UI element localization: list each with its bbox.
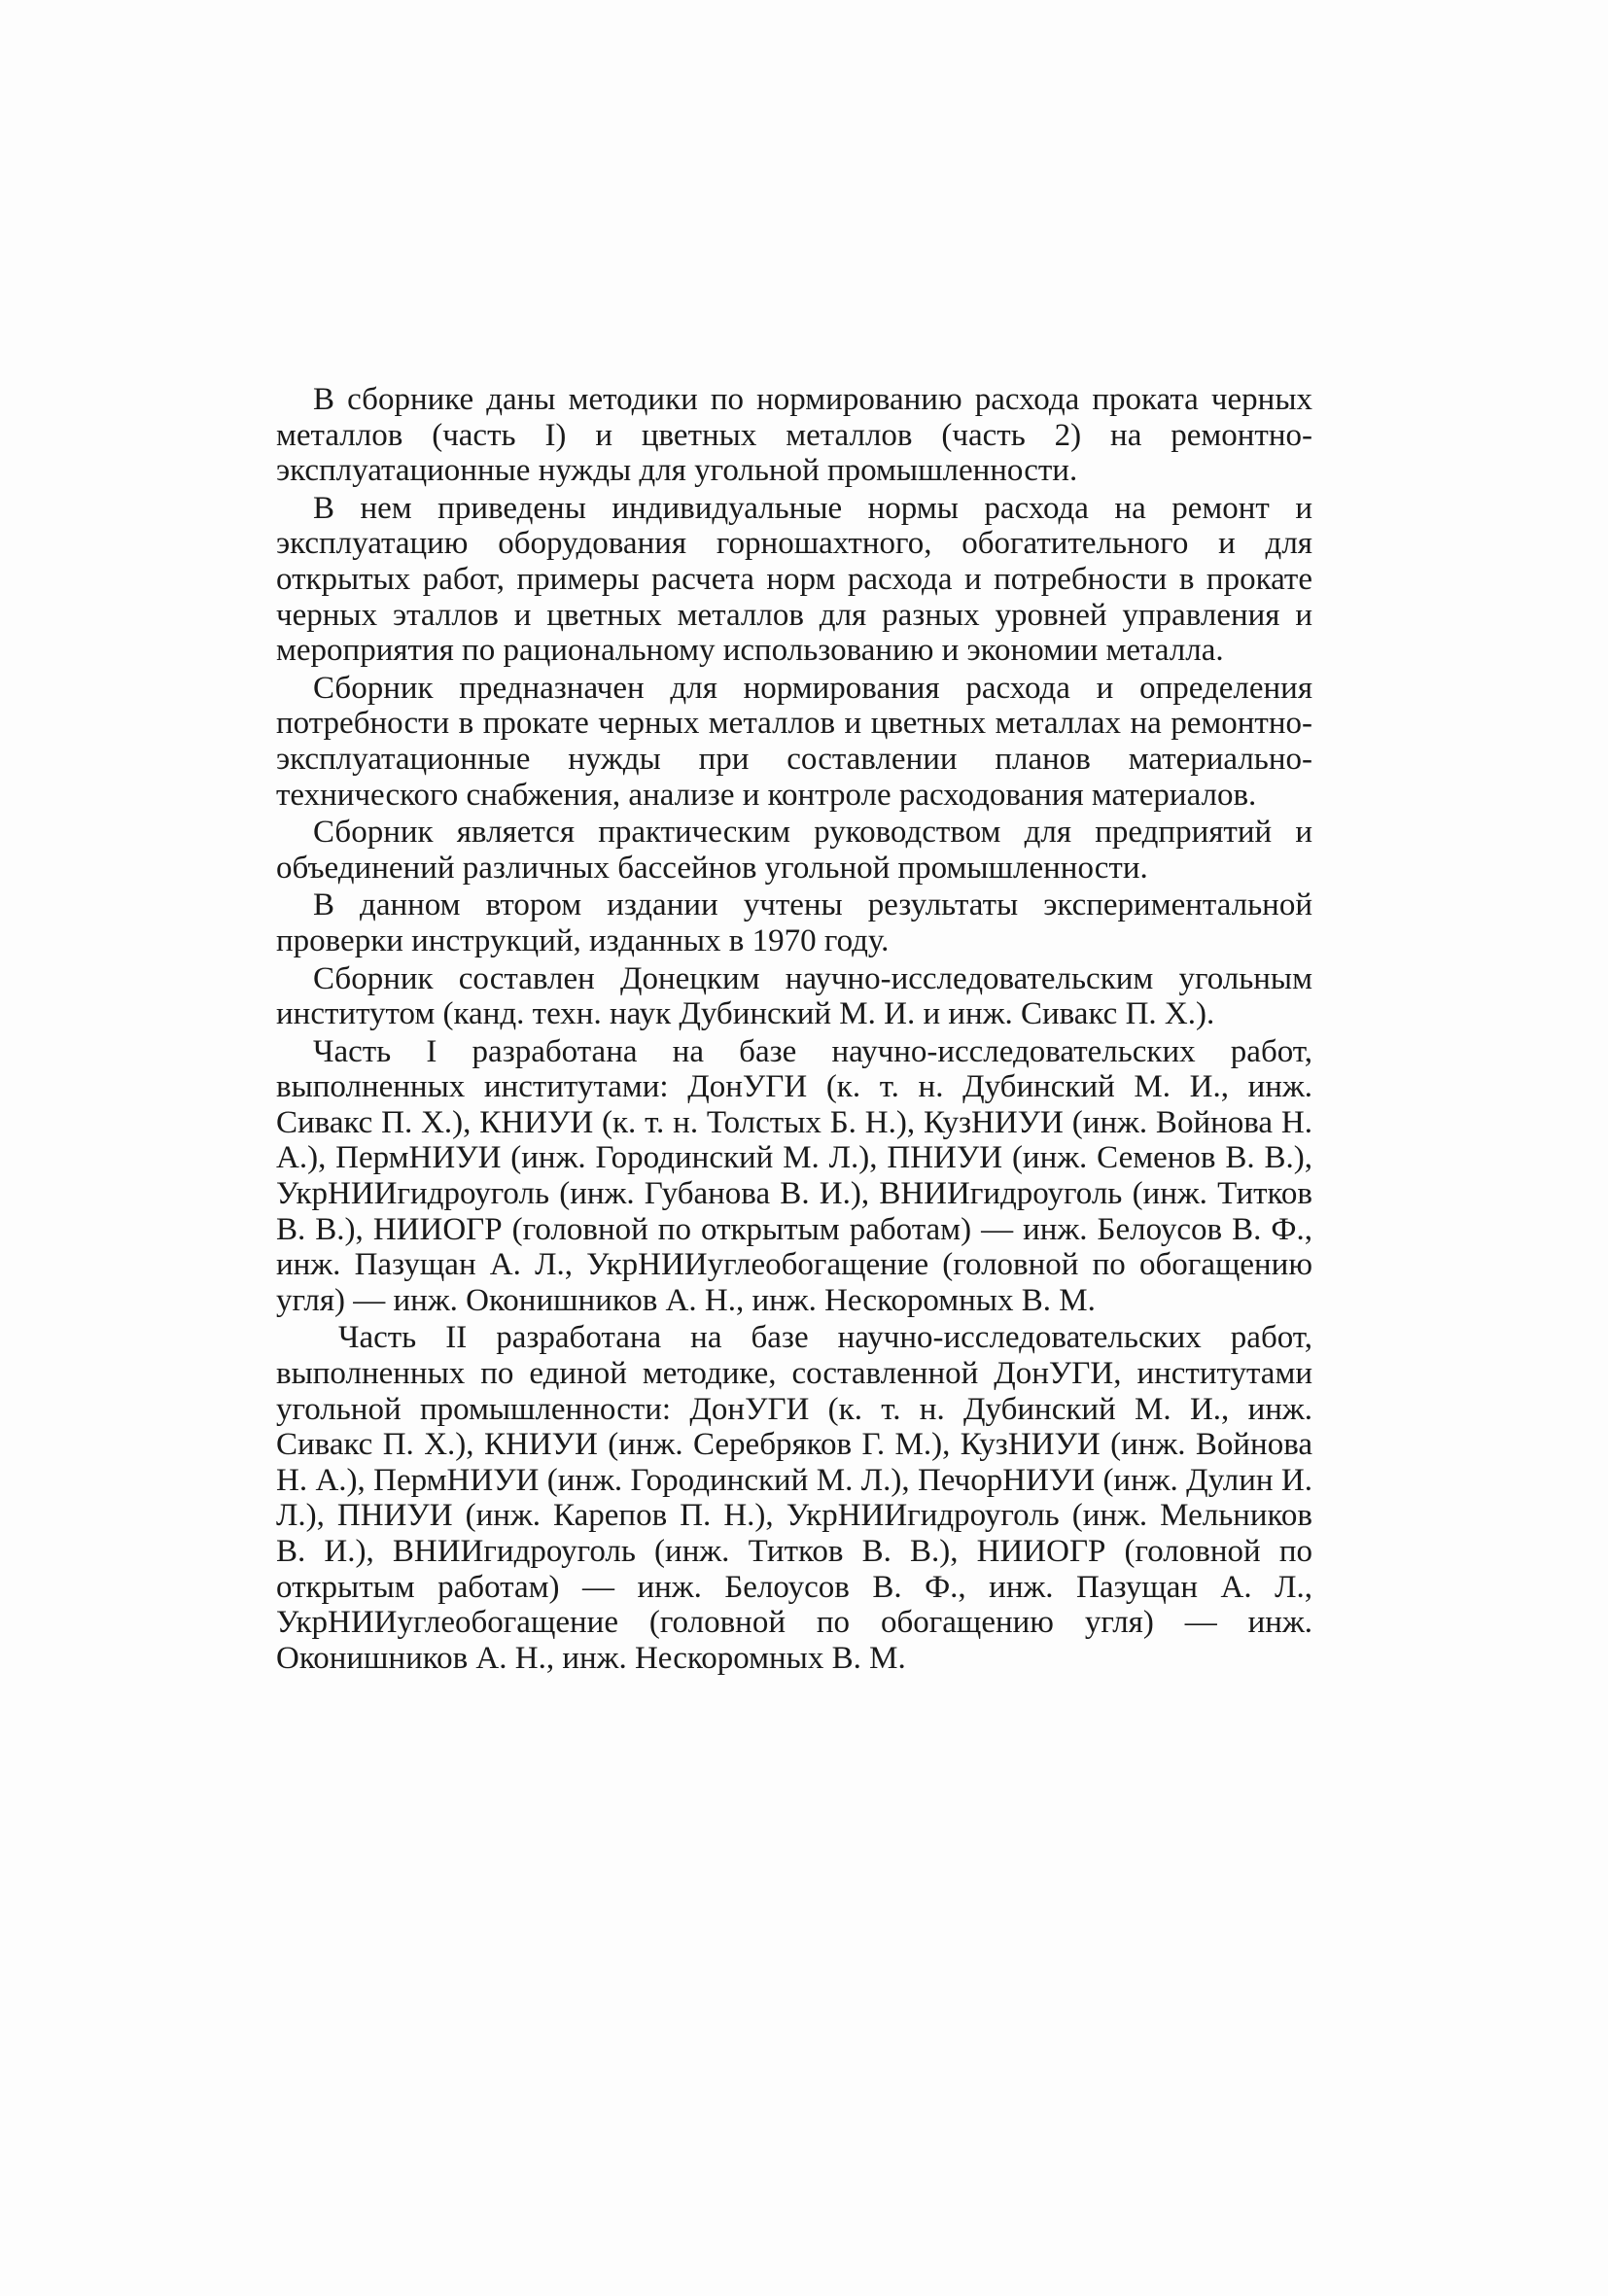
paragraph-audience: Сборник является практическим руководством для предприятий и объединений различных бассейнов угольной промышленности. — [276, 815, 1312, 886]
paragraph-contents: В нем приведены индивидуальные нормы расхода на ремонт и эксплуатацию оборудования горношахтного, обогатительного и для открытых работ, примеры расчета норм расхода и потребности в прокате черных эталлов и цветных металлов для разных уровней управления и мероприятия по рациональному использованию и экономии металла. — [276, 490, 1312, 669]
paragraph-part-two-authors: Часть II разработана на базе научно-исследовательских работ, выполненных по единой методике, составленной ДонУГИ, институтами угольной промышленности: ДонУГИ (к. т. н. Дубинский М. И., инж. Сивакс П. Х.), КНИУИ (инж. Серебряков Г. М.), КузНИУИ (инж. Войнова Н. А.), ПермНИУИ (инж. Городинский М. Л.), ПечорНИУИ (инж. Дулин И. Л.), ПНИУИ (инж. Карепов П. Н.), УкрНИИгидроуголь (инж. Мельников В. И.), ВНИИгидроуголь (инж. Титков В. В.), НИИОГР (головной по открытым работам) — инж. Белоусов В. Ф., инж. Пазущан А. Л., УкрНИИуглеобогащение (головной по обогащению угля) — инж. Оконишников А. Н., инж. Нескоромных В. М. — [276, 1320, 1312, 1676]
body-text — [276, 382, 1312, 1676]
paragraph-edition: В данном втором издании учтены результаты экспериментальной проверки инструкций, изданных в 1970 году. — [276, 887, 1312, 958]
paragraph-compiler: Сборник составлен Донецким научно-исследовательским угольным институтом (канд. техн. наук Дубинский М. И. и инж. Сивакс П. Х.). — [276, 960, 1312, 1032]
paragraph-summary: В сборнике даны методики по нормированию расхода проката черных металлов (часть I) и цветных металлов (часть 2) на ремонтно-эксплуатационные нужды для угольной промышленности. — [276, 382, 1312, 489]
paragraph-purpose: Сборник предназначен для нормирования расхода и определения потребности в прокате черных металлов и цветных металлах на ремонтно-эксплуатационные нужды при составлении планов материально-технического снабжения, анализе и контроле расходования материалов. — [276, 670, 1312, 813]
paragraph-part-one-authors: Часть I разработана на базе научно-исследовательских работ, выполненных институтами: ДонУГИ (к. т. н. Дубинский М. И., инж. Сивакс П. Х.), КНИУИ (к. т. н. Толстых Б. Н.), КузНИУИ (инж. Войнова Н. А.), ПермНИУИ (инж. Городинский М. Л.), ПНИУИ (инж. Семенов В. В.), УкрНИИгидроуголь (инж. Губанова В. И.), ВНИИгидроуголь (инж. Титков В. В.), НИИОГР (головной по открытым работам) — инж. Белоусов В. Ф., инж. Пазущан А. Л., УкрНИИуглеобогащение (головной по обогащению угля) — инж. Оконишников А. Н., инж. Нескоромных В. М. — [276, 1033, 1312, 1318]
